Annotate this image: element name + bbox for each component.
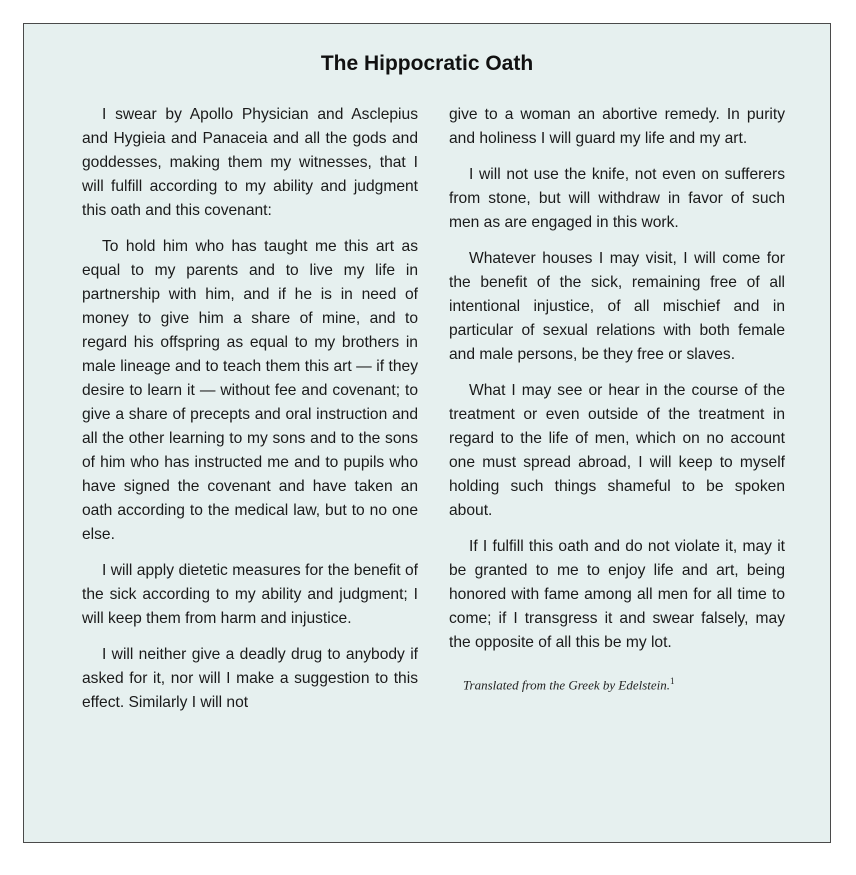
paragraph-knife: I will not use the knife, not even on sufferers from stone, but will withdraw in favor of such men as are engaged in this work. [449, 166, 785, 231]
paragraph-deadly-drug: I will neither give a deadly drug to anybody if asked for it, nor will I make a suggestion to this effect. Similarly I will not [82, 646, 418, 711]
right-column [449, 103, 785, 697]
translation-credit [449, 669, 785, 697]
oath-box [23, 23, 831, 843]
paragraph-houses: Whatever houses I may visit, I will come for the benefit of the sick, remaining free of all intentional injustice, of all mischief and in particular of sexual relations with both female and male persons, be they free or slaves. [449, 250, 785, 363]
paragraph-fulfill: If I fulfill this oath and do not violate it, may it be granted to me to enjoy life and art, being honored with fame among all men for all time to come; if I transgress it and swear falsely, may the opposite of all this be my lot. [449, 538, 785, 651]
paragraph-dietetic: I will apply dietetic measures for the benefit of the sick according to my ability and judgment; I will keep them from harm and injustice. [82, 562, 418, 627]
paragraph-confidentiality: What I may see or hear in the course of the treatment or even outside of the treatment in regard to the life of men, which on no account one must spread abroad, I will keep to myself holding such things shameful to be spoken about. [449, 382, 785, 519]
left-column [82, 103, 418, 727]
page-title: The Hippocratic Oath [320, 52, 534, 75]
paragraph-continuation: give to a woman an abortive remedy. In purity and holiness I will guard my life and my art. [449, 106, 785, 147]
credit-text: Translated from the Greek by Edelstein. [463, 677, 671, 693]
paragraph-invocation: I swear by Apollo Physician and Asclepius and Hygieia and Panaceia and all the gods and goddesses, making them my witnesses, that I will fulfill according to my ability and judgment this oath and this covenant: [82, 106, 418, 219]
paragraph-teacher: To hold him who has taught me this art as equal to my parents and to live my life in partnership with him, and if he is in need of money to give him a share of mine, and to regard his offspring as equal to my brothers in male lineage and to teach them this art — if they desire to learn it — without fee and covenant; to give a share of precepts and oral instruction and all the other learning to my sons and to the sons of him who has instructed me and to pupils who have signed the covenant and have taken an oath according to the medical law, but to no one else. [82, 238, 418, 543]
footnote-marker: 1 [670, 676, 675, 686]
